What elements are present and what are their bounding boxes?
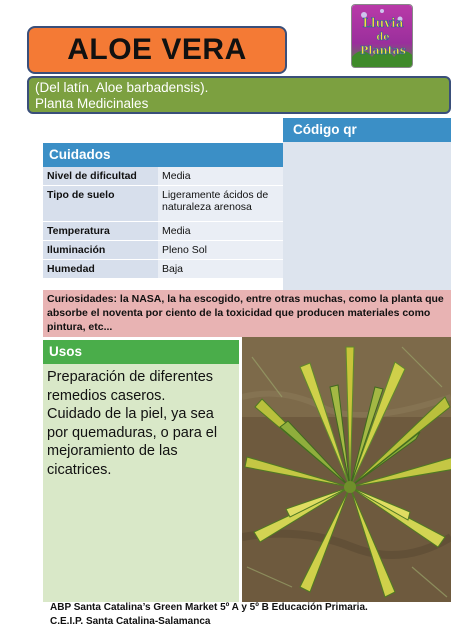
table-row: [43, 167, 283, 186]
page-title: ALOE VERA: [67, 33, 247, 66]
uses-item-remedies: Preparación de diferentes remedios caseros.: [47, 369, 214, 404]
footer-school: C.E.I.P. Santa Catalina-Salamanca: [50, 616, 211, 627]
care-label: Nivel de dificultad: [43, 167, 158, 186]
lluvia-de-plantas-logo: [351, 4, 413, 68]
care-value: Baja: [158, 260, 283, 279]
table-row: [43, 222, 283, 241]
table-row: [43, 260, 283, 279]
care-value: Media: [158, 167, 283, 186]
logo-word-1: Lluvia: [362, 16, 404, 30]
footer-project: ABP Santa Catalina’s Green Market 5º A y 5º B Educación Primaria.: [50, 602, 368, 613]
uses-panel: [43, 364, 239, 602]
qr-code-heading: Código qr: [283, 118, 451, 142]
care-value: Media: [158, 222, 283, 241]
table-row: [43, 186, 283, 222]
care-label: Humedad: [43, 260, 158, 279]
logo-image: [352, 5, 413, 68]
uses-heading: Usos: [43, 340, 239, 364]
curiosities-box: Curiosidades: la NASA, la ha escogido, entre otras muchas, como la planta que absorbe el noventa por ciento de la toxicidad que producen materiales como pintura, etc...: [43, 290, 451, 337]
origin-banner: [27, 76, 451, 114]
title-banner: [27, 26, 287, 74]
care-heading: Cuidados: [43, 143, 283, 167]
plant-image: [242, 337, 451, 602]
logo-word-3: Plantas: [360, 44, 406, 57]
care-value: Pleno Sol: [158, 241, 283, 260]
footer: [50, 601, 450, 629]
qr-code-area: [283, 142, 451, 290]
logo-word-2: de: [376, 32, 390, 43]
latin-name: (Del latín. Aloe barbadensis).: [35, 80, 209, 95]
aloe-plant-photo: [242, 337, 451, 602]
table-row: [43, 241, 283, 260]
care-value: Ligeramente ácidos de naturaleza arenosa: [158, 186, 283, 222]
care-label: Temperatura: [43, 222, 158, 241]
uses-item-skin: Cuidado de la piel, ya sea por quemaduras, o para el mejoramiento de las cicatrices.: [47, 406, 218, 478]
plant-category: Planta Medicinales: [35, 96, 149, 111]
care-table: [43, 167, 283, 279]
care-label: Tipo de suelo: [43, 186, 158, 222]
care-label: Iluminación: [43, 241, 158, 260]
